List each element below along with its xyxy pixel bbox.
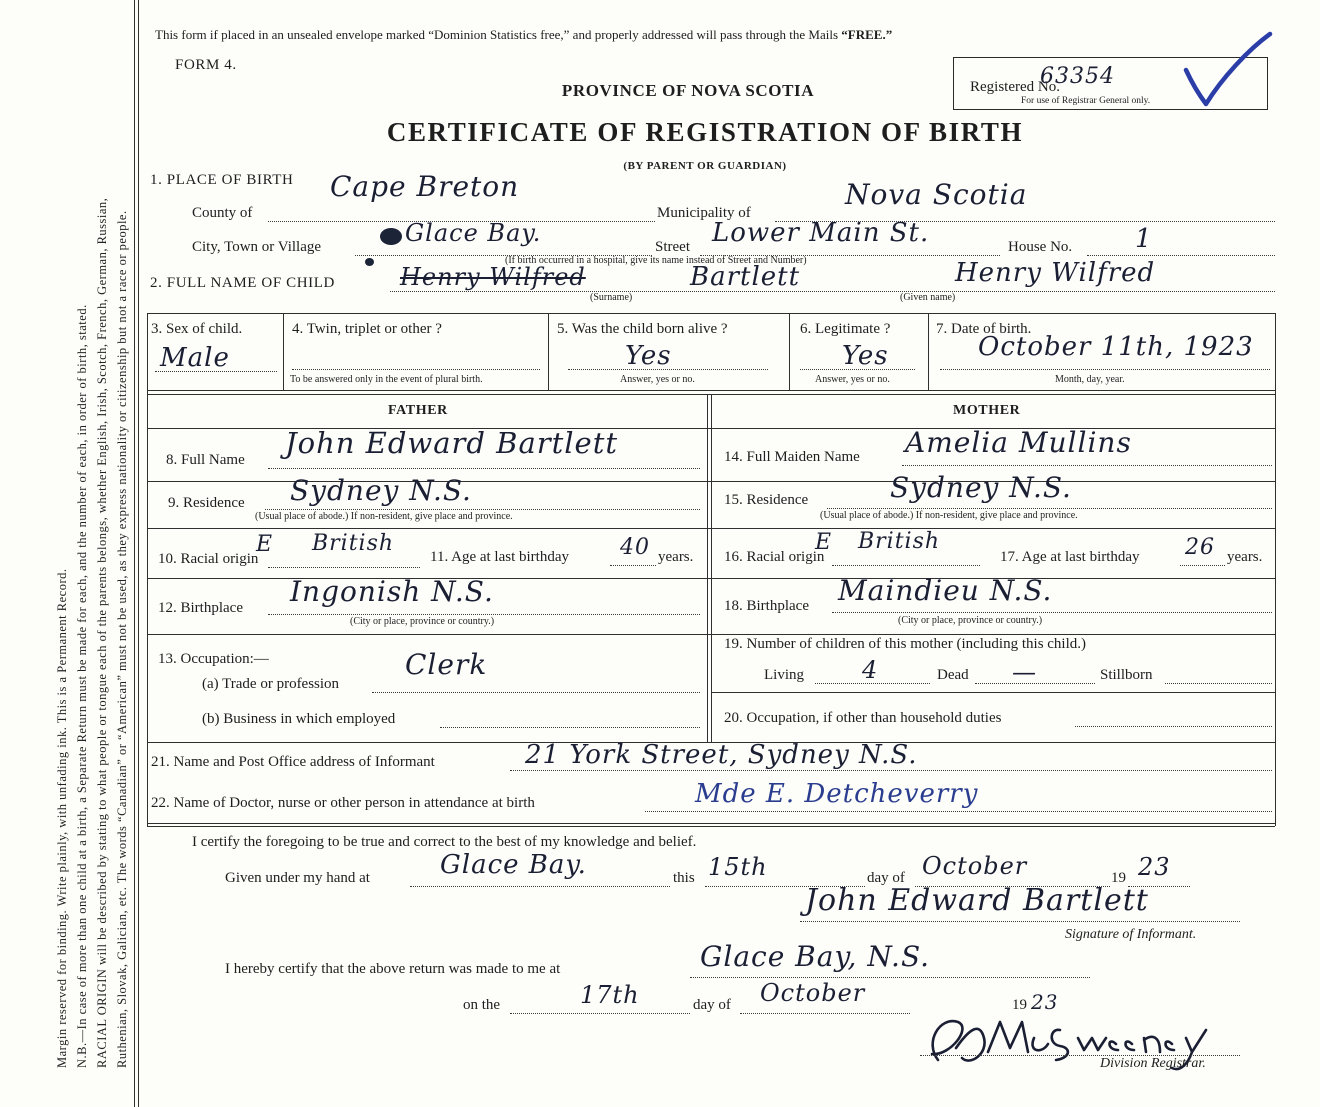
informant-signature-label: Signature of Informant.	[1065, 927, 1197, 942]
mother-birthplace-note: (City or place, province or country.)	[898, 615, 1043, 626]
father-years-label: years.	[658, 549, 694, 565]
mother-heading: MOTHER	[953, 403, 1021, 418]
father-residence-note: (Usual place of abode.) If non-resident, give place and province.	[255, 511, 513, 522]
parents-divider	[711, 394, 712, 742]
given-year-prefix: 19	[1111, 870, 1126, 886]
binding-margin-line	[138, 0, 139, 1107]
dead-value: —	[1012, 658, 1037, 686]
given-place-line	[410, 886, 670, 887]
registrar-statement: I hereby certify that the above return was made to me at	[225, 961, 561, 977]
informant-label: 21. Name and Post Office address of Informant	[151, 754, 435, 770]
postal-notice	[155, 26, 892, 43]
legitimate-value: Yes	[842, 341, 889, 371]
father-racial-origin-mark: E	[256, 532, 274, 557]
registrar-day-line	[510, 1013, 690, 1014]
father-name-value: John Edward Bartlett	[285, 426, 619, 460]
section-rule	[147, 826, 1275, 827]
postal-notice-text: This form if placed in an unsealed envelope marked “Dominion Statistics free,” and properly addressed will pass through the Mails	[155, 27, 839, 42]
county-value: Cape Breton	[330, 170, 520, 203]
ink-blot	[380, 228, 402, 245]
attendant-name: Mde E. Detcheverry	[695, 779, 979, 809]
father-trade-value: Clerk	[405, 648, 488, 681]
mother-residence-value: Sydney N.S.	[890, 471, 1072, 504]
registered-number-label: Registered No.	[970, 79, 1060, 95]
parents-divider	[707, 394, 708, 742]
child-surname: Bartlett	[690, 262, 801, 292]
mother-birthplace-label: 18. Birthplace	[724, 598, 809, 614]
sex-value: Male	[160, 343, 230, 373]
registrar-place-line	[690, 977, 1090, 978]
mother-residence-note: (Usual place of abode.) If non-resident, give place and province.	[820, 510, 1078, 521]
municipality-value: Nova Scotia	[845, 178, 1028, 211]
mother-years-label: years.	[1227, 549, 1263, 565]
father-birthplace-label: 12. Birthplace	[158, 600, 243, 616]
registrar-day-of-label: day of	[693, 997, 731, 1013]
section-rule	[147, 313, 1275, 314]
father-racial-origin-line	[268, 567, 420, 568]
surname-caption: (Surname)	[590, 292, 633, 303]
living-label: Living	[764, 667, 804, 683]
street-label: Street	[655, 239, 690, 255]
father-residence-label: 9. Residence	[168, 495, 245, 511]
street-value: Lower Main St.	[712, 218, 930, 248]
box-divider	[789, 313, 790, 390]
mother-residence-label: 15. Residence	[724, 492, 809, 508]
mother-residence-line	[827, 508, 1272, 509]
twin-label: 4. Twin, triplet or other ?	[292, 321, 442, 337]
father-birthplace-line	[268, 614, 700, 615]
father-age-label: 11. Age at last birthday	[430, 549, 569, 565]
box-divider	[548, 313, 549, 390]
mother-name-line	[902, 465, 1272, 466]
form-right-border	[1275, 313, 1276, 826]
attendant-label: 22. Name of Doctor, nurse or other person in attendance at birth	[151, 795, 535, 811]
informant-signature-line	[800, 921, 1240, 922]
father-name-label: 8. Full Name	[166, 452, 245, 468]
father-age-line	[610, 565, 656, 566]
given-name-caption: (Given name)	[900, 292, 956, 303]
father-trade-label: (a) Trade or profession	[202, 676, 340, 692]
registrar-month-value: October	[760, 979, 866, 1007]
division-registrar-label: Division Registrar.	[1100, 1056, 1206, 1071]
given-day-of-label: day of	[867, 870, 905, 886]
margin-note-binding: Margin reserved for binding. Write plainly, with unfading ink. This is a Permanent Record.	[55, 568, 69, 1068]
registrar-day-value: 17th	[580, 981, 640, 1009]
certification-statement: I certify the foregoing to be true and correct to the best of my knowledge and belief.	[192, 834, 697, 850]
mother-racial-origin-value: British	[858, 529, 941, 554]
legitimate-line	[800, 369, 915, 370]
registrar-year-value: 23	[1031, 990, 1059, 1014]
mother-age-label: 17. Age at last birthday	[1000, 549, 1140, 565]
child-given-name: Henry Wilfred	[955, 258, 1156, 288]
born-alive-line	[568, 369, 768, 370]
check-mark-icon	[1170, 28, 1280, 113]
county-label: County of	[192, 205, 253, 221]
mother-occupation-line	[1075, 726, 1272, 727]
section-rule	[147, 390, 1275, 391]
certificate-title: CERTIFICATE OF REGISTRATION OF BIRTH	[386, 117, 1024, 147]
mother-racial-origin-label: 16. Racial origin	[724, 549, 825, 565]
mother-age-value: 26	[1185, 535, 1215, 560]
margin-note-racial-origin: RACIAL ORIGIN will be described by stating to what people or tongue each of the parents belongs, whether English, Irish, Scotch, French, German, Russian,	[95, 197, 109, 1068]
hospital-note: (If birth occurred in a hospital, give its name instead of Street and Number)	[505, 255, 807, 266]
province-heading: PROVINCE OF NOVA SCOTIA	[561, 81, 815, 100]
mother-age-line	[1180, 565, 1225, 566]
margin-note-multiple-births: N.B.—In case of more than one child at a birth, a Separate Return must be made for each, and the number of each, in order of birth, stated.	[75, 304, 89, 1068]
registered-number: 63354	[1040, 64, 1115, 89]
mother-racial-origin-mark: E	[815, 530, 833, 555]
child-name-struck: Henry Wilfred	[400, 263, 586, 291]
ink-blot	[365, 258, 374, 266]
given-year-value: 23	[1138, 853, 1171, 881]
date-of-birth-note: Month, day, year.	[1055, 374, 1125, 385]
box-divider	[928, 313, 929, 390]
city-value: Glace Bay.	[405, 219, 542, 247]
registrar-month-line	[740, 1013, 910, 1014]
place-of-birth-label: 1. PLACE OF BIRTH	[150, 172, 294, 188]
registrar-on-label: on the	[463, 997, 501, 1013]
father-business-line	[440, 727, 700, 728]
margin-note-racial-origin-cont: Ruthenian, Slovak, Galician, etc. The words “Canadian” or “American” must not be used, as they express nationality or citizenship but not a race or people.	[115, 210, 129, 1068]
father-name-line	[268, 468, 700, 469]
informant-signature: John Edward Bartlett	[805, 883, 1149, 918]
father-birthplace-value: Ingonish N.S.	[290, 575, 494, 608]
born-alive-value: Yes	[625, 341, 672, 371]
mother-birthplace-value: Maindieu N.S.	[838, 574, 1053, 607]
sex-line	[155, 371, 277, 372]
city-label: City, Town or Village	[192, 239, 322, 255]
legitimate-note: Answer, yes or no.	[815, 374, 890, 385]
margin-notes	[52, 2, 132, 1068]
dead-label: Dead	[937, 667, 969, 683]
given-day-value: 15th	[708, 853, 768, 881]
child-name-label: 2. FULL NAME OF CHILD	[150, 275, 335, 291]
father-age-value: 40	[620, 535, 650, 560]
father-occupation-label: 13. Occupation:—	[158, 651, 269, 667]
stillborn-label: Stillborn	[1100, 667, 1153, 683]
mother-occupation-label: 20. Occupation, if other than household duties	[724, 710, 1002, 726]
given-month-value: October	[922, 852, 1028, 880]
father-residence-line	[265, 509, 700, 510]
registrar-year-prefix: 19	[1012, 997, 1027, 1013]
municipality-label: Municipality of	[657, 205, 751, 221]
father-residence-value: Sydney N.S.	[290, 474, 472, 507]
row-rule	[147, 634, 1275, 635]
date-of-birth-line	[940, 369, 1270, 370]
box-divider	[283, 313, 284, 390]
house-number-label: House No.	[1008, 239, 1073, 255]
house-number-value: 1	[1135, 224, 1153, 254]
row-rule	[711, 692, 1275, 693]
postal-notice-free: “FREE.”	[841, 27, 893, 42]
given-place-value: Glace Bay.	[440, 850, 587, 880]
father-racial-origin-label: 10. Racial origin	[158, 551, 259, 567]
mother-racial-origin-line	[832, 565, 980, 566]
father-heading: FATHER	[388, 403, 448, 418]
father-business-label: (b) Business in which employed	[202, 711, 396, 727]
informant-address: 21 York Street, Sydney N.S.	[525, 740, 918, 770]
form-number: FORM 4.	[175, 57, 237, 73]
twin-note: To be answered only in the event of plural birth.	[290, 374, 483, 385]
mother-birthplace-line	[832, 612, 1272, 613]
house-number-line	[1087, 255, 1275, 256]
this-label: this	[673, 870, 695, 886]
living-value: 4	[862, 656, 879, 684]
children-count-label: 19. Number of children of this mother (including this child.)	[724, 636, 1087, 652]
father-racial-origin-value: British	[312, 531, 395, 556]
binding-margin-line	[134, 0, 135, 1107]
sex-label: 3. Sex of child.	[151, 321, 243, 337]
registrar-signature	[910, 1008, 1260, 1076]
certificate-subtitle: (BY PARENT OR GUARDIAN)	[623, 160, 787, 172]
mother-name-value: Amelia Mullins	[905, 426, 1132, 459]
registrar-general-note: For use of Registrar General only.	[1021, 96, 1151, 106]
date-of-birth-label: 7. Date of birth.	[936, 321, 1032, 337]
legitimate-label: 6. Legitimate ?	[800, 321, 891, 337]
father-birthplace-note: (City or place, province or country.)	[350, 616, 495, 627]
date-of-birth-value: October 11th, 1923	[978, 332, 1254, 362]
given-under-hand-label: Given under my hand at	[225, 870, 370, 886]
informant-line	[510, 770, 1272, 771]
twin-line	[292, 369, 540, 370]
mother-name-label: 14. Full Maiden Name	[724, 449, 860, 465]
born-alive-label: 5. Was the child born alive ?	[557, 321, 728, 337]
born-alive-note: Answer, yes or no.	[620, 374, 695, 385]
section-rule	[147, 823, 1275, 824]
father-trade-line	[372, 692, 700, 693]
registrar-place-value: Glace Bay, N.S.	[700, 940, 931, 973]
attendant-line	[645, 811, 1272, 812]
stillborn-line	[1165, 683, 1272, 684]
